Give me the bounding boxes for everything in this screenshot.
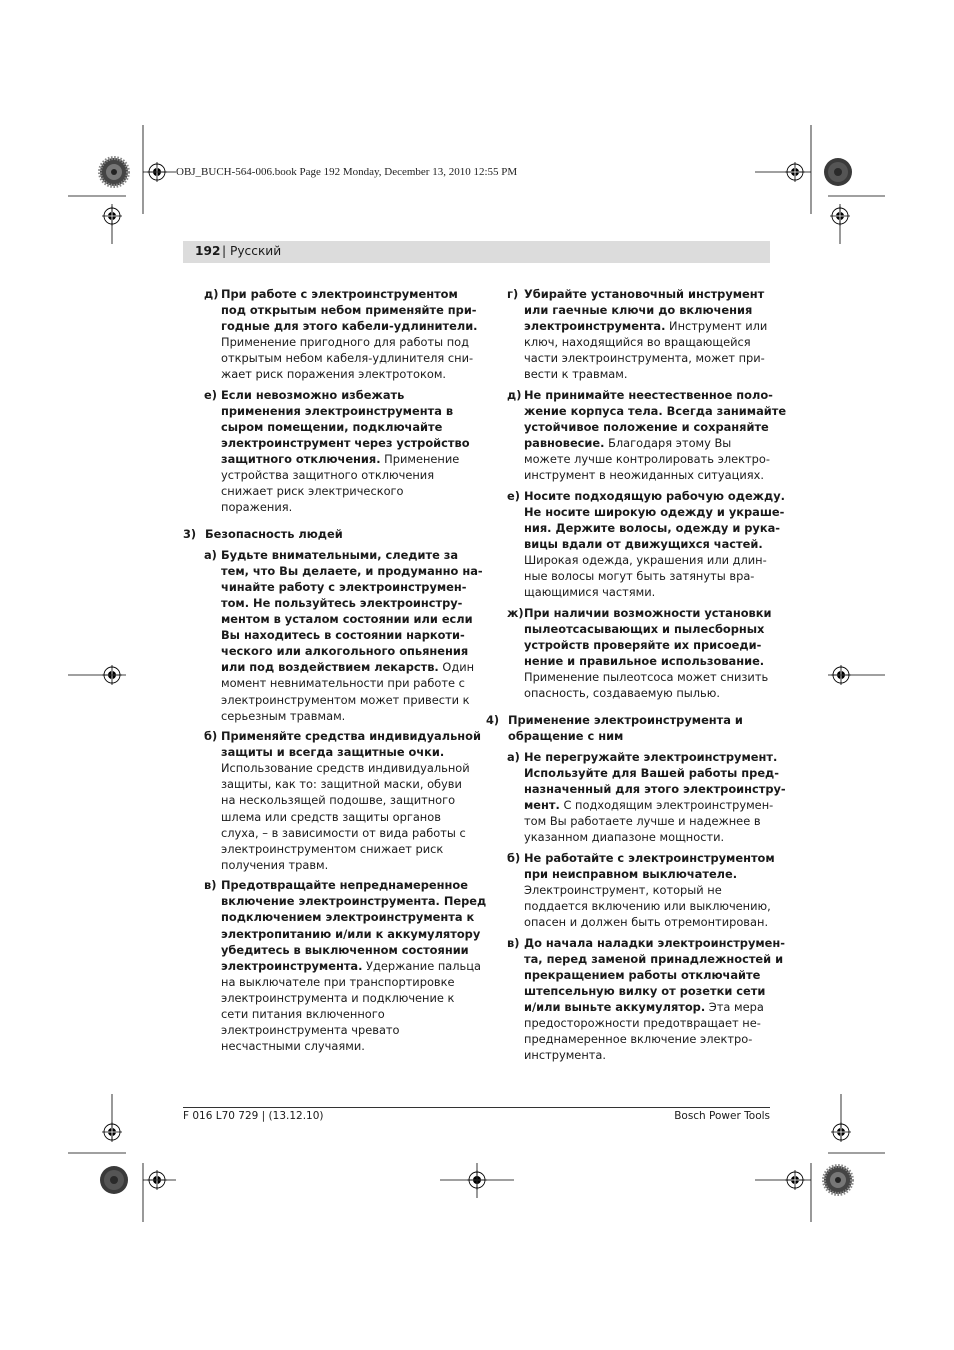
text-line [524,403,787,419]
body-text: защиты, как то: защитной маски, обуви [221,777,462,792]
bold-text: Убирайте установочный инструмент [524,287,765,301]
bold-text: Не перегружайте электроинструмент. [524,750,778,765]
bold-text: Носите подходящую рабочую одежду. [524,488,785,503]
text-line [524,334,776,350]
bold-text: тем, что Вы делаете, и продуманно на- [221,564,483,579]
text-line [524,520,780,536]
body-text: устройства защитного отключения [221,468,435,483]
right-column [486,286,787,1068]
text-line [221,809,473,825]
text-line [221,1038,473,1054]
body-text: части электроинструмента, может при- [524,351,765,366]
list-item [486,488,785,600]
list-marker: е) [507,488,520,503]
text-line [221,286,473,302]
body-text: Использование средств индивидуальной [221,761,470,776]
list-item [183,526,473,542]
body-text: сети питания включенного [221,1006,385,1021]
text-line [221,627,473,643]
list-item [486,286,776,382]
bold-text: убедитесь в выключенном состоянии [221,942,469,957]
text-line [221,419,473,435]
bold-text: подключением электроинструмента к [221,910,475,925]
body-text: Один [438,660,475,675]
body-text: ключ, находящийся во вращающейся [524,335,751,350]
text-line [524,1015,776,1031]
text-line [524,866,776,882]
text-line [221,659,473,675]
body-text: электроинструментом может привести к [221,692,470,707]
text-line [524,552,776,568]
body-text: преднамеренное включение электро- [524,1032,753,1047]
bold-text: жение корпуса тела. Всегда занимайте [524,404,787,419]
left-column [183,286,487,1059]
body-text: поддается включению или выключению, [524,899,771,914]
text-line [221,857,473,873]
text-line [524,983,776,999]
text-line [221,483,473,499]
bold-text: При работе с электроинструментом [221,287,458,301]
text-line [221,1006,473,1022]
text-line [524,882,776,898]
body-text: шлема или средств защиты органов [221,809,441,824]
bold-text: электроинструмента. [524,319,666,334]
text-line [524,1047,776,1063]
list-item [486,850,776,930]
bold-text: Если невозможно избежать [221,387,405,402]
body-text: том Вы работаете лучше и надежнее в [524,814,761,829]
text-line [221,990,473,1006]
body-text: опасность, создаваемую пылью. [524,686,720,701]
text-line [221,318,478,334]
text-line [221,595,473,611]
text-line [524,999,776,1015]
text-line [508,712,776,728]
list-marker: 3) [183,527,197,542]
bold-text: нение и правильное использование. [524,654,765,669]
printer-info-line: OBJ_BUCH-564-006.book Page 192 Monday, December 13, 2010 12:55 PM [176,166,518,178]
list-marker: б) [204,729,218,744]
body-text: поражения. [221,500,293,515]
text-line [221,403,473,419]
text-line [524,967,776,983]
text-line [524,797,776,813]
text-line [221,643,473,659]
bold-text: или под воздействием лекарств. [221,660,439,675]
body-text: С подходящим электроинструмен- [559,798,774,813]
list-marker: а) [507,750,520,765]
body-text: электроинструмента и подключение к [221,990,455,1005]
language-label: Русский [229,244,282,258]
text-line [524,653,776,669]
bold-text: защитного отключения. [221,452,381,467]
bold-text: Не носите широкую одежду и украше- [524,504,785,519]
bold-text: или гаечные ключи до включения [524,303,753,318]
text-line [221,302,477,318]
text-line [524,951,784,967]
bold-text: штепсельную вилку от розетки сети [524,984,766,999]
text-line [508,728,776,744]
text-line [221,499,473,515]
bold-text: вицы вдали от движущихся частей. [524,537,763,552]
body-text: открытым небом кабеля-удлинителя сни- [221,351,474,366]
list-marker: е) [204,387,217,402]
bold-text: Применяйте средства индивидуальной [221,729,481,744]
text-line [524,584,776,600]
text-line [524,467,776,483]
list-marker: д) [204,287,219,301]
text-line [524,781,786,797]
bold-text: ческого или алкогольного опьянения [221,644,469,659]
body-text: Применение [380,452,460,467]
body-text: слуха, – в зависимости от вида работы с [221,825,466,840]
body-text: несчастными случаями. [221,1038,365,1053]
text-line [221,909,473,925]
bold-text: мент. [524,798,560,813]
text-line [221,451,473,467]
text-line [524,749,776,765]
text-line [221,877,473,893]
text-line [221,825,473,841]
body-text: можете лучше контролировать электро- [524,452,770,467]
body-text: момент невнимательности при работе с [221,676,465,691]
bold-text: Не работайте с электроинструментом [524,850,775,865]
bold-text: равновесие. [524,436,605,451]
body-text: Применение пригодного для работы под [221,335,470,350]
bold-text: Безопасность людей [205,527,343,542]
body-text: получения травм. [221,857,329,872]
text-line [221,334,473,350]
bold-text: Вы находитесь в состоянии наркоти- [221,628,465,643]
text-line [524,451,776,467]
text-line [221,760,473,776]
text-line [221,893,487,909]
bold-text: под открытым небом применяйте при- [221,303,477,318]
body-text: на нескользящей подошве, защитного [221,793,456,808]
text-line [221,926,481,942]
bold-text: прекращением работы отключайте [524,968,761,982]
bold-text: и/или выньте аккумулятор. [524,1000,706,1015]
list-marker: 4) [486,713,500,728]
body-text: серьезным травмам. [221,708,346,723]
text-line [524,669,776,685]
text-line [524,813,776,829]
body-text: Эта мера [705,1000,764,1015]
text-line [221,563,483,579]
text-line [524,488,785,504]
text-line [221,792,473,808]
body-text: Инструмент или [665,319,768,334]
bold-text: защиты и всегда защитные очки. [221,745,445,760]
list-marker: а) [204,548,217,563]
bold-text: назначенный для этого электроинстру- [524,782,786,797]
text-line [221,708,473,724]
list-marker: г) [507,287,519,301]
text-line [221,1022,473,1038]
footer-rule [183,1107,770,1108]
list-item [486,749,786,845]
bold-text: Предотвращайте непреднамеренное [221,878,468,893]
bold-text: сыром помещении, подключайте [221,420,443,435]
text-line [221,547,473,563]
text-line [524,765,779,781]
body-text: Электроинструмент, который не [524,883,722,898]
body-text: Удержание пальца [362,958,481,973]
bold-text: электропитанию и/или к аккумулятору [221,926,481,941]
body-text: Применение пылеотсоса может снизить [524,670,769,685]
text-line [221,744,473,760]
text-line [524,318,776,334]
text-line [221,974,473,990]
bold-text: При наличии возможности установки [524,605,772,620]
body-text: Благодаря этому Вы [604,436,732,451]
text-line [524,350,776,366]
body-text: электроинструментом снижает риск [221,841,444,856]
text-line [221,579,473,595]
list-item [486,712,776,744]
body-text: ные волосы могут быть затянуты вра- [524,569,755,584]
body-text: инструмента. [524,1048,607,1063]
body-text: Широкая одежда, украшения или длин- [524,553,767,568]
text-line [524,914,776,930]
text-line [221,728,481,744]
list-item [486,935,786,1063]
list-item [183,728,481,872]
bold-text: Применение электроинструмента и [508,713,743,728]
list-marker: ж) [507,605,524,620]
text-line [524,605,776,621]
text-line [524,829,776,845]
text-line [221,366,473,382]
text-line [524,286,776,302]
text-line [524,419,776,435]
body-text: вести к травмам. [524,367,628,382]
text-line [221,675,473,691]
text-line [221,435,473,451]
bold-text: До начала наладки электроинструмен- [524,935,786,950]
text-line [524,302,776,318]
list-item [183,547,483,724]
body-text: электроинструмента чревато [221,1022,400,1037]
text-line [524,536,776,552]
text-line [524,637,776,653]
bold-text: обращение с ним [508,729,624,744]
text-line [221,942,473,958]
body-text: инструмент в неожиданных ситуациях. [524,468,764,483]
bold-text: ния. Держите волосы, одежду и рука- [524,521,780,536]
bold-text: Используйте для Вашей работы пред- [524,766,779,781]
header-language: | Русский [222,244,282,258]
list-marker: б) [507,850,521,865]
bold-text: чинайте работу с электроинструмен- [221,580,467,595]
text-line [221,387,473,403]
text-line [524,935,786,951]
text-line [524,850,776,866]
list-item [183,286,478,382]
body-text: жает риск поражения электротоком. [221,367,447,382]
page-number: 192 [195,244,221,258]
body-text: щающимися частями. [524,585,656,600]
bold-text: устойчивое положение и сохраняйте [524,420,769,435]
bold-text: при неисправном выключателе. [524,867,738,882]
text-line [221,958,481,974]
text-line [524,1031,776,1047]
bold-text: пылеотсасывающих и пылесборных [524,622,765,636]
footer-doc-code: F 016 L70 729 | (13.12.10) [183,1110,324,1122]
body-text: указанном диапазоне мощности. [524,830,725,845]
text-line [221,776,473,792]
text-line [221,467,473,483]
text-line [524,621,776,637]
page-header-bar [183,241,770,263]
body-text: предосторожности предотвращает не- [524,1016,761,1031]
bold-text: Не принимайте неестественное поло- [524,387,773,402]
bold-text: электроинструмента. [221,958,363,973]
text-line [524,898,776,914]
text-line [524,387,776,403]
bold-text: включение электроинструмента. Перед [221,894,487,909]
bold-text: том. Не пользуйтесь электроинстру- [221,596,463,611]
list-item [183,387,473,515]
bold-text: устройств проверяйте их присоеди- [524,638,762,653]
text-line [221,611,473,627]
text-line [524,685,776,701]
list-item [183,877,487,1054]
footer-brand: Bosch Power Tools [674,1110,770,1122]
text-line [221,350,473,366]
bold-text: электроинструмент через устройство [221,436,470,451]
list-marker: в) [507,935,520,950]
list-marker: д) [507,387,522,402]
text-line [524,504,785,520]
bold-text: Будьте внимательными, следите за [221,548,459,563]
text-line [524,568,776,584]
body-text: опасен и должен быть отремонтирован. [524,915,769,930]
bold-text: годные для этого кабели-удлинители. [221,319,478,334]
body-text: снижает риск электрического [221,484,404,499]
bold-text: та, перед заменой принадлежностей и [524,951,784,966]
list-item [486,605,776,701]
text-line [524,366,776,382]
body-text: на выключателе при транспортировке [221,974,455,989]
list-marker: в) [204,878,217,893]
list-item [486,387,787,483]
bold-text: ментом в усталом состоянии или если [221,612,473,627]
text-line [221,841,473,857]
bold-text: применения электроинструмента в [221,404,454,419]
text-line [524,435,776,451]
text-line [205,526,473,542]
text-line [221,692,473,708]
